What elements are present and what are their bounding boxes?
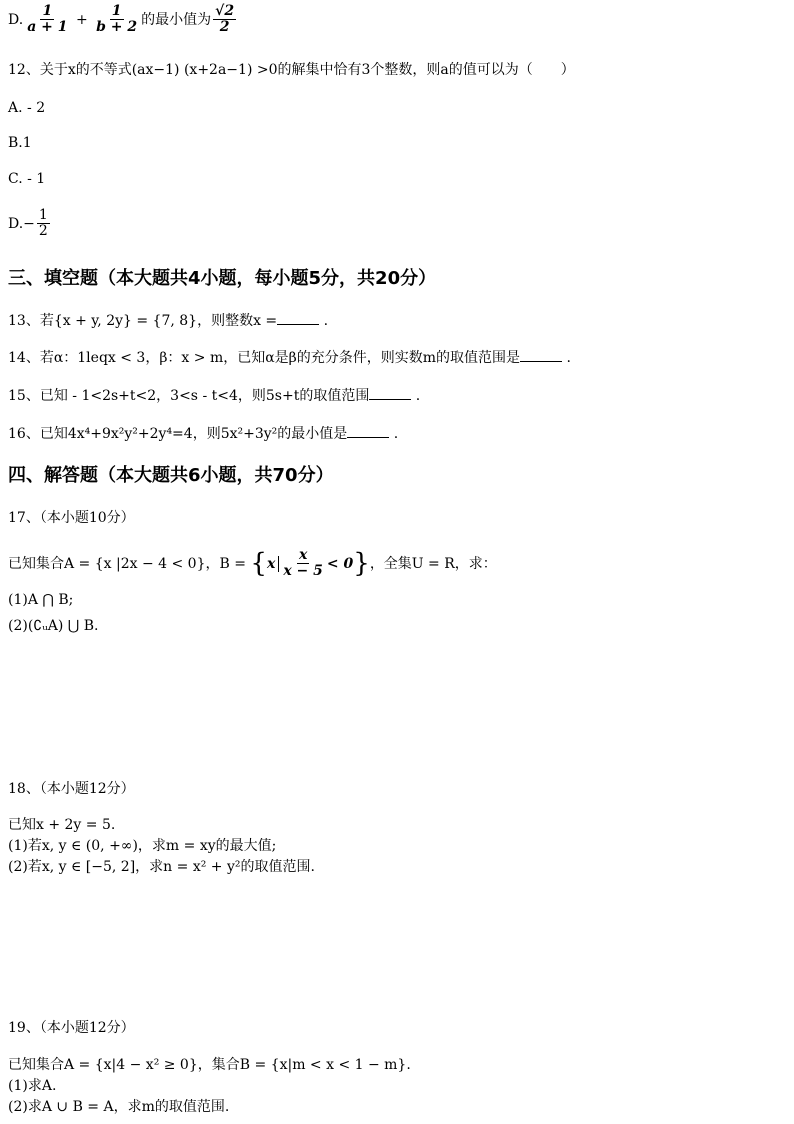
q18-title: 18、（本小题12分） bbox=[8, 781, 135, 797]
q12-stem: 12、关于x的不等式(ax−1) (x+2a−1) >0的解集中恰有3个整数，则a的值可以为（ ） bbox=[8, 62, 575, 78]
q16-end: . bbox=[393, 426, 399, 442]
q17-stem-a: 已知集合A = {x |2x − 4 < 0}，B = bbox=[8, 555, 246, 572]
q13-answer-blank[interactable] bbox=[277, 323, 319, 325]
q19-given: 已知集合A = {x|4 − x² ≥ 0}，集合B = {x|m < x < 1 − m}. bbox=[8, 1057, 411, 1073]
q17-brace-close: } bbox=[353, 548, 370, 579]
q18-given: 已知x + 2y = 5. bbox=[8, 817, 116, 833]
q11-fraction-2: $\frac{1}{b + 2}$ bbox=[96, 3, 138, 36]
q16 bbox=[8, 426, 398, 443]
q19-title: 19、（本小题12分） bbox=[8, 1020, 135, 1036]
q11-option-d-text: 的最小值为 bbox=[141, 11, 212, 28]
q15-text: 15、已知 - 1<2s+t<2，3<s - t<4，则5s+t的取值范围 bbox=[8, 388, 370, 404]
q12-option-b: B.1 bbox=[8, 135, 32, 151]
q18-part1: (1)若x, y ∈ (0, +∞)，求m = xy的最大值; bbox=[8, 838, 277, 854]
q12-option-d bbox=[8, 208, 52, 240]
q15-end: . bbox=[415, 388, 421, 404]
q19-part1: (1)求A. bbox=[8, 1078, 57, 1094]
q13 bbox=[8, 313, 328, 330]
section3-heading: 三、填空题（本大题共4小题，每小题5分，共20分） bbox=[8, 268, 437, 289]
q16-answer-blank[interactable] bbox=[347, 436, 389, 438]
q18-part2: (2)若x, y ∈ [−5, 2]，求n = x² + y²的取值范围. bbox=[8, 859, 315, 875]
q12-option-a: A. - 2 bbox=[8, 100, 46, 116]
q12-option-c: C. - 1 bbox=[8, 171, 46, 187]
q17-title: 17、（本小题10分） bbox=[8, 510, 135, 526]
q17-brace-open: { bbox=[250, 548, 267, 579]
q12-option-d-prefix: D.− bbox=[8, 215, 35, 232]
q17-lt0: < 0 bbox=[326, 555, 354, 572]
q11-fraction-3: $\frac{√2}{2}$ bbox=[215, 3, 235, 36]
q17-part2: (2)(∁ᵤA) ⋃ B. bbox=[8, 618, 99, 634]
q12-option-d-fraction: $\frac{1}{2}$ bbox=[38, 207, 48, 240]
q11-option-d bbox=[8, 4, 238, 36]
q17-part1: (1)A ⋂ B; bbox=[8, 592, 74, 608]
q17-fraction: $\frac{x}{x - 5}$ bbox=[283, 547, 323, 580]
q14 bbox=[8, 350, 571, 367]
q11-option-d-prefix: D. bbox=[8, 11, 24, 28]
q14-text: 14、若α：1leqx < 3，β：x > m，已知α是β的充分条件，则实数m的取值范围是 bbox=[8, 350, 521, 366]
q13-end: . bbox=[323, 313, 329, 329]
q14-end: . bbox=[566, 350, 571, 366]
q17-set-x: x bbox=[267, 556, 279, 572]
q19-part2: (2)求A ∪ B = A，求m的取值范围. bbox=[8, 1099, 230, 1115]
q11-fraction-1: $\frac{1}{a + 1}$ bbox=[27, 3, 68, 36]
q15-answer-blank[interactable] bbox=[369, 398, 411, 400]
q17-stem bbox=[8, 548, 497, 580]
q15 bbox=[8, 388, 420, 405]
q17-stem-b: ，全集U = R，求： bbox=[369, 555, 497, 572]
q14-answer-blank[interactable] bbox=[520, 360, 562, 362]
q13-text: 13、若{x + y, 2y} = {7, 8}，则整数x = bbox=[8, 313, 278, 329]
q16-text: 16、已知4x⁴+9x²y²+2y⁴=4，则5x²+3y²的最小值是 bbox=[8, 426, 348, 442]
q11-plus: + bbox=[75, 11, 88, 28]
section4-heading: 四、解答题（本大题共6小题，共70分） bbox=[8, 465, 334, 486]
